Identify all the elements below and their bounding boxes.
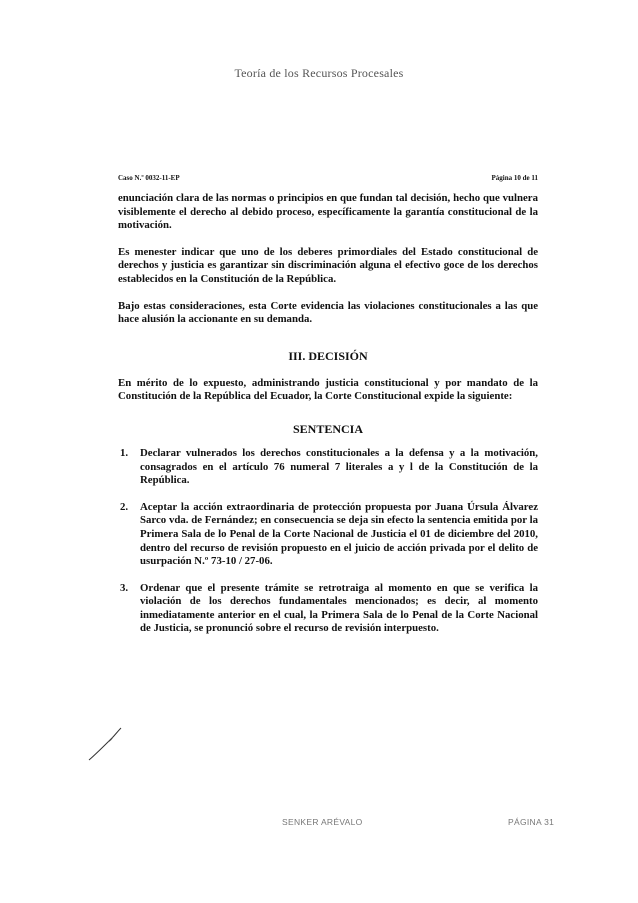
sentencia-heading: SENTENCIA	[292, 421, 364, 436]
case-info-line	[118, 174, 538, 182]
ruling-item-1	[118, 447, 538, 488]
ruling-item-number: 3.	[120, 581, 129, 594]
ruling-item-2	[118, 501, 538, 569]
page-indicator: Página 10 de 11	[491, 174, 538, 182]
footer-page-number: PÁGINA 31	[508, 817, 555, 827]
ruling-item-number: 1.	[120, 446, 129, 459]
page-running-header: Teoría de los Recursos Procesales	[234, 66, 404, 80]
case-number: Caso N.º 0032-11-EP	[118, 174, 180, 182]
paragraph-3: Bajo estas consideraciones, esta Corte evidencia las violaciones constitucionales a las que hace alusión la accionante en su demanda.	[118, 299, 538, 326]
decision-paragraph: En mérito de lo expuesto, administrando justicia constitucional y por mandato de la Constitución de la República del Ecuador, la Corte Constitucional expide la siguiente:	[118, 376, 538, 403]
ruling-item-text: Ordenar que el presente trámite se retrotraiga al momento en que se verifica la violación de los derechos fundamentales mencionados; es decir, al momento inmediatamente anterior en el cual, la Primera Sala de lo Penal de la Corte Nacional de Justicia, se pronunció sobre el recurso de revisión interpuesto.	[140, 581, 538, 635]
signature-mark	[88, 726, 122, 762]
ruling-item-number: 2.	[120, 500, 129, 513]
ruling-item-text: Declarar vulnerados los derechos constitucionales a la defensa y a la motivación, consagrados en el artículo 76 numeral 7 literales a y l de la Constitución de la República.	[140, 446, 538, 487]
ruling-item-text: Aceptar la acción extraordinaria de protección propuesta por Juana Úrsula Álvarez Sarco vda. de Fernández; en consecuencia se deja sin efecto la sentencia emitida por la Primera Sala de lo Penal de la Corte Nacional de Justicia el 01 de diciembre del 2010, dentro del recurso de revisión propuesto en el juicio de acción privada por el delito de usurpación N.º 73-10 / 27-06.	[140, 500, 538, 568]
ruling-list	[118, 447, 538, 636]
paragraph-1: enunciación clara de las normas o principios en que fundan tal decisión, hecho que vulnera visiblemente el derecho al debido proceso, específicamente la garantía constitucional de la motivación.	[118, 192, 538, 232]
decision-heading: III. DECISIÓN	[288, 348, 368, 363]
footer-author: SENKER ARÉVALO	[282, 817, 363, 827]
paragraph-2: Es menester indicar que uno de los deberes primordiales del Estado constitucional de derechos y justicia es garantizar sin discriminación alguna el efectivo goce de los derechos establecidos en la Constitución de la República.	[118, 245, 538, 285]
scanned-court-document	[118, 174, 538, 649]
ruling-item-3	[118, 582, 538, 636]
